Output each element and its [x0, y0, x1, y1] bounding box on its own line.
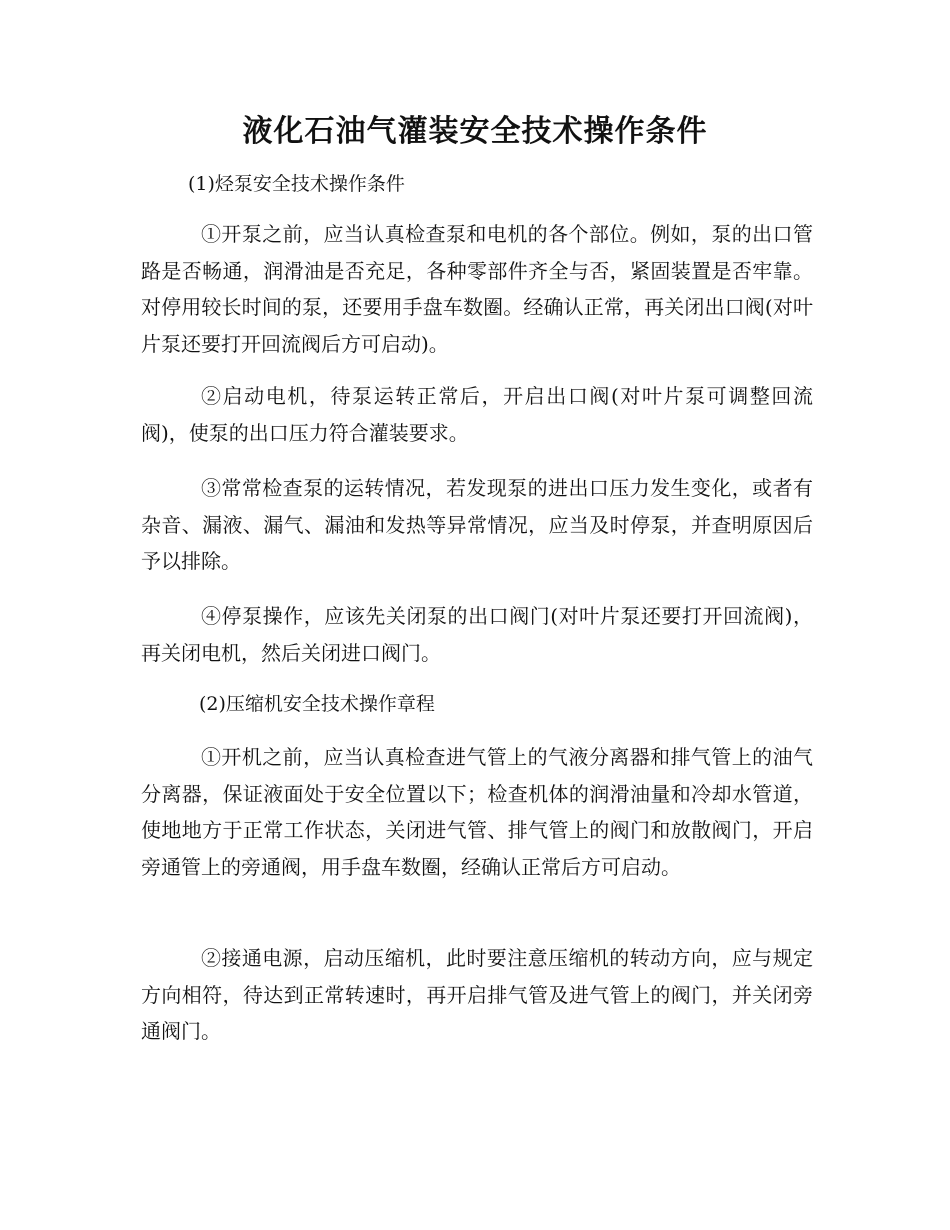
section-heading-compressor: (2)压缩机安全技术操作章程	[199, 693, 435, 715]
paragraph-pump-1: ①开泵之前，应当认真检查泵和电机的各个部位。例如，泵的出口管路是否畅通，润滑油是否充足，各种零部件齐全与否，紧固装置是否牢靠。对停用较长时间的泵，还要用手盘车数圈。经确认正常，再关闭出口阀(对叶片泵还要打开回流阀后方可启动)。	[141, 222, 813, 356]
paragraph-pump-3: ③常常检查泵的运转情况，若发现泵的进出口压力发生变化，或者有杂音、漏液、漏气、漏油和发热等异常情况，应当及时停泵，并查明原因后予以排除。	[141, 476, 813, 573]
paragraph-pump-2: ②启动电机，待泵运转正常后，开启出口阀(对叶片泵可调整回流阀)，使泵的出口压力符合灌装要求。	[141, 384, 813, 445]
paragraph-compressor-1: ①开机之前，应当认真检查进气管上的气液分离器和排气管上的油气分离器，保证液面处于安全位置以下；检查机体的润滑油量和冷却水管道，使地地方于正常工作状态，关闭进气管、排气管上的阀门和放散阀门，开启旁通管上的旁通阀，用手盘车数圈，经确认正常后方可启动。	[141, 745, 813, 879]
paragraph-compressor-2: ②接通电源，启动压缩机，此时要注意压缩机的转动方向，应与规定方向相符，待达到正常转速时，再开启排气管及进气管上的阀门，并关闭旁通阀门。	[141, 946, 813, 1043]
paragraph-pump-4: ④停泵操作，应该先关闭泵的出口阀门(对叶片泵还要打开回流阀)，再关闭电机，然后关闭进口阀门。	[141, 604, 813, 665]
document-title: 液化石油气灌装安全技术操作条件	[242, 114, 708, 149]
section-heading-pump: (1)烃泵安全技术操作条件	[188, 173, 405, 195]
